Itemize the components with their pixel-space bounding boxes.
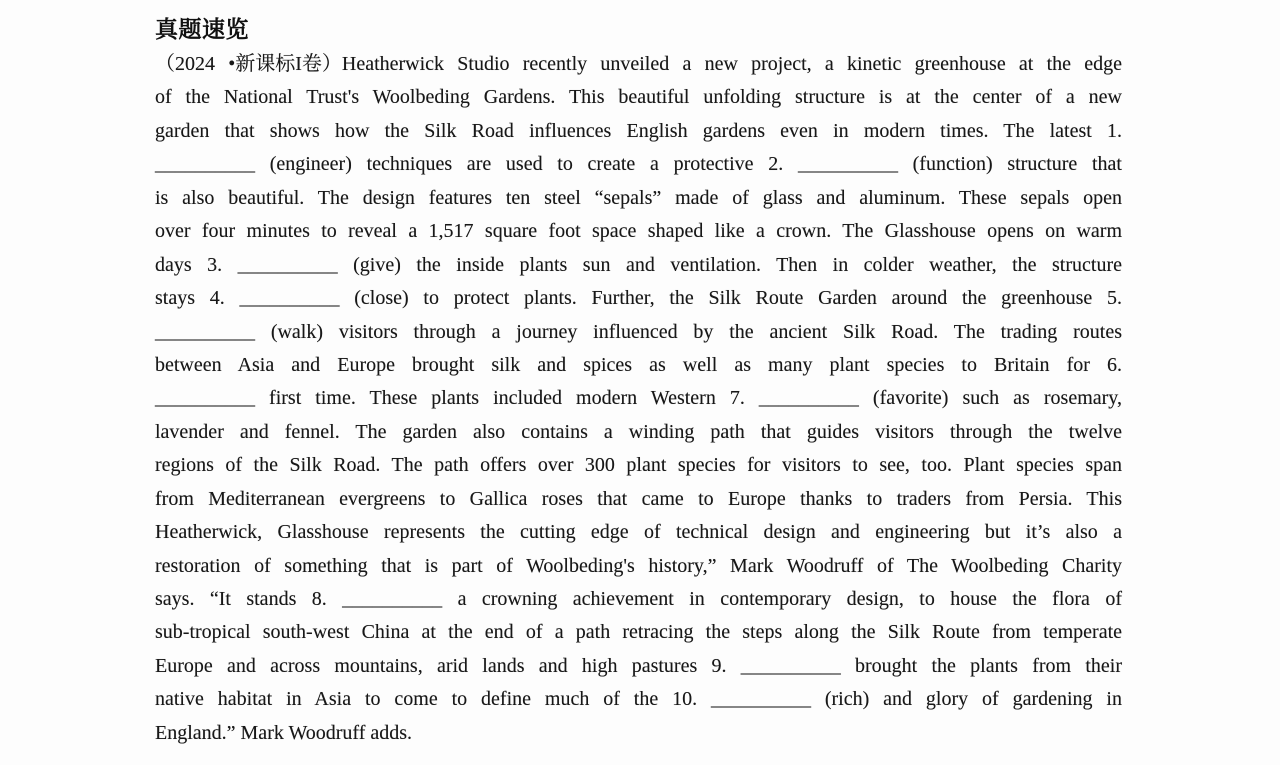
passage-line bbox=[155, 483, 1122, 516]
passage-line bbox=[155, 717, 1122, 750]
passage-line-text: regions of the Silk Road. The path offers over 300 plant species for visitors to see, too. Plant species span bbox=[155, 454, 1122, 477]
passage-line bbox=[155, 449, 1122, 482]
passage-line bbox=[155, 349, 1122, 382]
passage-line-text: native habitat in Asia to come to define much of the 10. __________ (rich) and glory of gardening in bbox=[155, 688, 1122, 711]
passage-line bbox=[155, 182, 1122, 215]
passage-line-text: __________ (engineer) techniques are used to create a protective 2. __________ (function) structure that bbox=[155, 153, 1122, 176]
passage-line-text: from Mediterranean evergreens to Gallica roses that came to Europe thanks to traders from Persia. This bbox=[155, 487, 1122, 510]
passage-line-text: over four minutes to reveal a 1,517 square foot space shaped like a crown. The Glasshouse opens on warm bbox=[155, 220, 1122, 243]
passage-line-text: is also beautiful. The design features ten steel “sepals” made of glass and aluminum. These sepals open bbox=[155, 186, 1122, 209]
passage-line-text: says. “It stands 8. __________ a crowning achievement in contemporary design, to house the flora of bbox=[155, 588, 1122, 610]
passage-line-text: garden that shows how the Silk Road influences English gardens even in modern times. The latest 1. bbox=[155, 119, 1122, 142]
passage-line-text: between Asia and Europe brought silk and spices as well as many plant species to Britain for 6. bbox=[155, 353, 1122, 376]
passage-line-text: __________ first time. These plants included modern Western 7. __________ (favorite) such as rosemary, bbox=[155, 387, 1122, 410]
passage-line-text: Europe and across mountains, arid lands and high pastures 9. __________ brought the plants from their bbox=[155, 654, 1122, 677]
passage-line bbox=[155, 115, 1122, 148]
document-content bbox=[155, 16, 1122, 750]
passage-line-text: （2024 •新课标I卷）Heatherwick Studio recently unveiled a new project, a kinetic greenhouse at the edge bbox=[155, 53, 1122, 75]
passage-line bbox=[155, 48, 1122, 81]
passage-line bbox=[155, 550, 1122, 583]
passage-line bbox=[155, 382, 1122, 415]
passage-line-text: lavender and fennel. The garden also contains a winding path that guides visitors through the twelve bbox=[155, 420, 1122, 443]
passage-paragraph bbox=[155, 48, 1122, 750]
passage-line bbox=[155, 282, 1122, 315]
passage-line-text: days 3. __________ (give) the inside plants sun and ventilation. Then in colder weather, the structure bbox=[155, 253, 1122, 276]
passage-line bbox=[155, 650, 1122, 683]
passage-line bbox=[155, 516, 1122, 549]
passage-line-text: stays 4. __________ (close) to protect plants. Further, the Silk Route Garden around the greenhouse 5. bbox=[155, 287, 1122, 310]
passage-line-text: England.” Mark Woodruff adds. bbox=[155, 721, 413, 744]
passage-line-text: __________ (walk) visitors through a journey influenced by the ancient Silk Road. The trading routes bbox=[155, 320, 1122, 343]
passage-line bbox=[155, 616, 1122, 649]
passage-line bbox=[155, 81, 1122, 114]
passage-line bbox=[155, 249, 1122, 282]
passage-line bbox=[155, 215, 1122, 248]
passage-line-text: of the National Trust's Woolbeding Gardens. This beautiful unfolding structure is at the center of a new bbox=[155, 86, 1122, 109]
page-title: 真题速览 bbox=[155, 16, 249, 42]
passage-line-text: restoration of something that is part of Woolbeding's history,” Mark Woodruff of The Woolbeding Charity bbox=[155, 554, 1122, 577]
passage-line bbox=[155, 316, 1122, 349]
passage-line bbox=[155, 148, 1122, 181]
passage-line bbox=[155, 683, 1122, 716]
passage-line-text: sub-tropical south-west China at the end of a path retracing the steps along the Silk Route from temperate bbox=[155, 621, 1122, 644]
passage-line bbox=[155, 416, 1122, 449]
passage-line bbox=[155, 583, 1122, 616]
passage-line-text: Heatherwick, Glasshouse represents the cutting edge of technical design and engineering but it’s also a bbox=[155, 521, 1122, 544]
